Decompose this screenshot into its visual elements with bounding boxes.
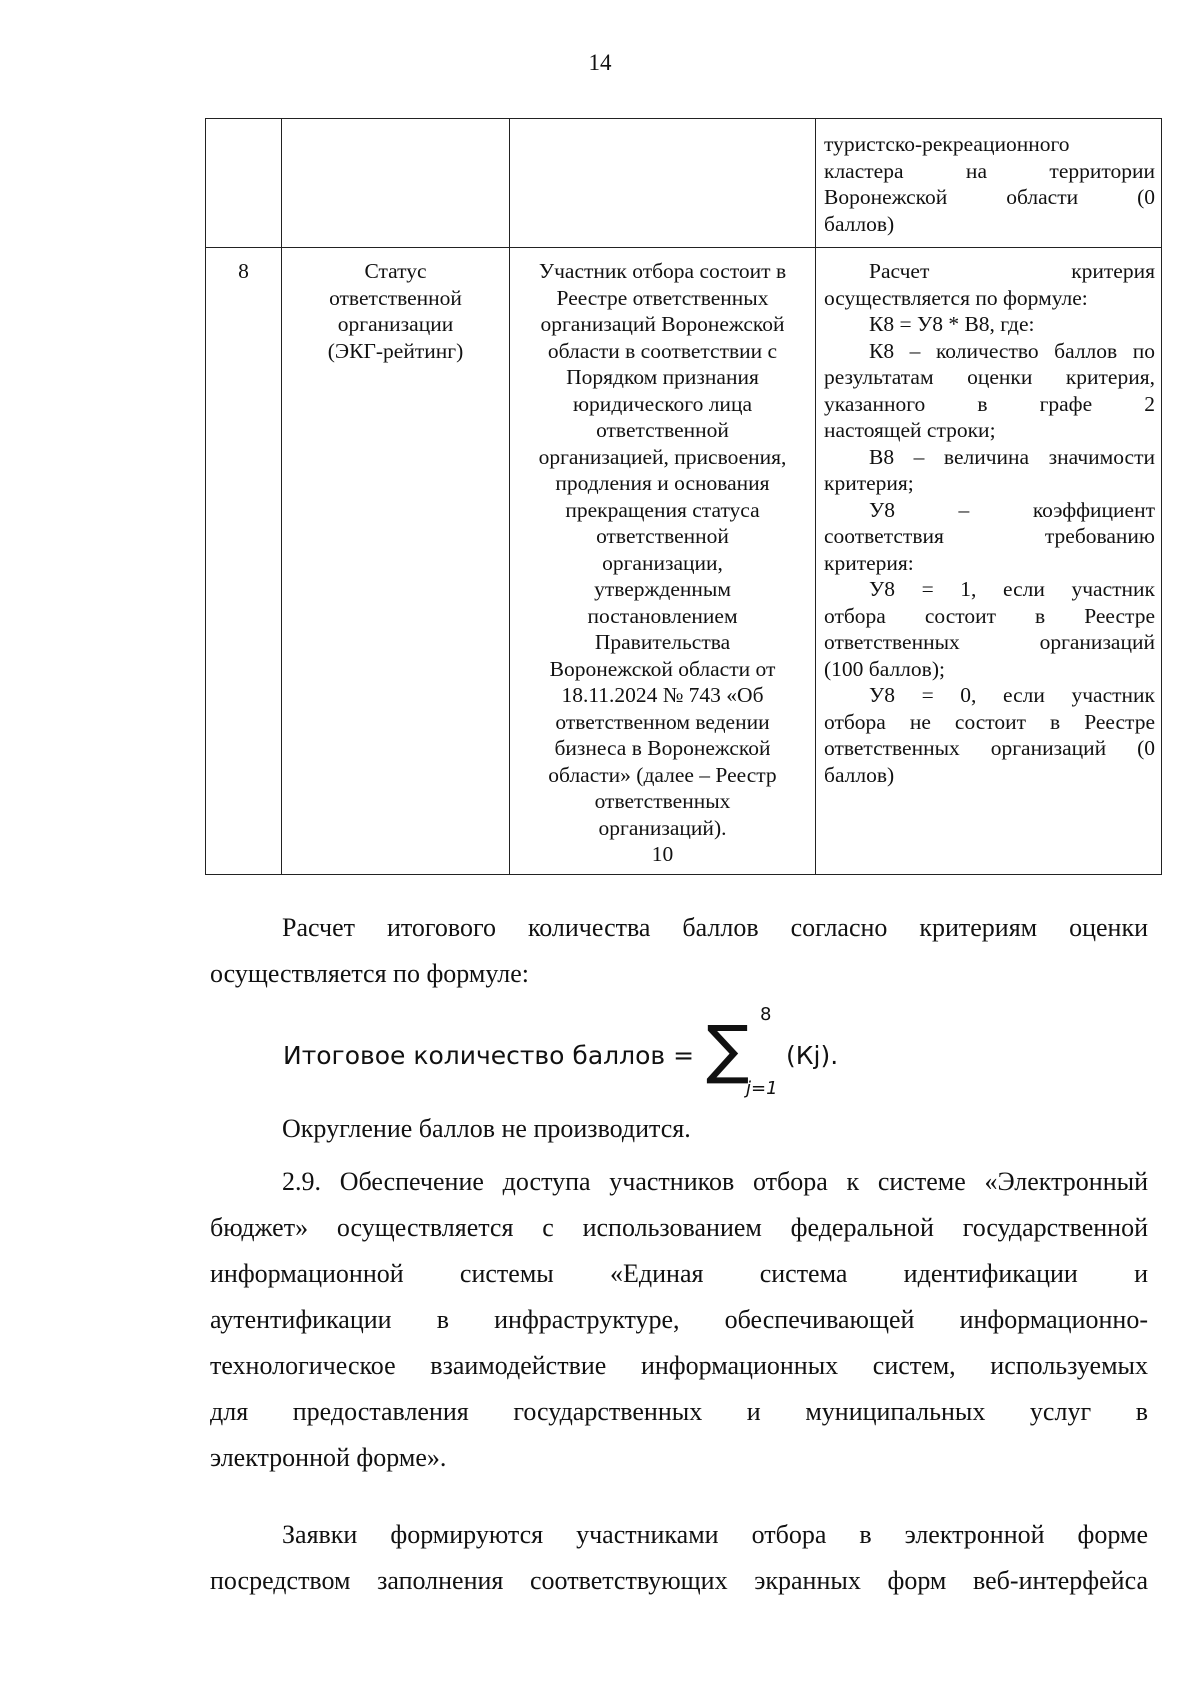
formula-label: Итоговое количество баллов = [283, 1040, 695, 1070]
page-number: 14 [588, 50, 612, 75]
text-line: посредством заполнения соответствующих экранных форм веб-интерфейса [210, 1566, 1148, 1595]
text-line: У8 – коэффициент [869, 497, 1155, 522]
paragraph-applications [210, 1512, 1148, 1604]
text-line: Заявки формируются участниками отбора в электронной форме [282, 1520, 1148, 1549]
text-line: Расчет критерия [869, 259, 1155, 283]
text-line: информационной системы «Единая система идентификации и [210, 1259, 1148, 1288]
criteria-table [205, 118, 1162, 875]
text-line: У8 = 0, если участник [869, 683, 1155, 707]
text-line: организации [337, 312, 454, 336]
text-line: 18.11.2024 № 743 «Об [561, 683, 764, 707]
text-line: юридического лица [573, 391, 752, 416]
text-line: Порядком признания [566, 365, 759, 389]
criterion-calculation [816, 248, 1162, 875]
cell-empty-condition [510, 119, 816, 248]
table-row [206, 248, 1162, 875]
text-line: электронной форме». [210, 1443, 447, 1472]
text-line: ответственной [596, 524, 729, 548]
text-line: организаций). [598, 815, 727, 840]
text-line: отбора не состоит в Реестре [824, 709, 1155, 734]
text-line: У8 = 1, если участник [869, 577, 1155, 601]
table-row-continuation [206, 119, 1162, 248]
text-line: кластера на территории [824, 158, 1155, 183]
sum-lower-limit: j=1 [746, 1078, 778, 1099]
text-line: для предоставления государственных и муниципальных услуг в [210, 1397, 1148, 1426]
text-line: К8 – количество баллов по [869, 338, 1155, 363]
text-line: баллов) [824, 211, 895, 236]
text-line: Правительства [594, 630, 731, 654]
text-line: Статус [364, 259, 427, 283]
text-line: ответственных организаций (0 [824, 736, 1155, 760]
text-line: ответственных [594, 789, 731, 813]
text-line: области в соответствии с [547, 338, 778, 363]
text-line: 2.9. Обеспечение доступа участников отбора к системе «Электронный [282, 1167, 1148, 1196]
text-line: постановлением [587, 603, 738, 628]
text-line: утвержденным [594, 577, 731, 601]
text-line: Воронежской области (0 [824, 185, 1155, 209]
text-line: организаций Воронежской [540, 312, 785, 336]
text-line: ответственной [329, 285, 462, 310]
sigma-icon: ∑ [706, 1013, 750, 1087]
text-line: критерия; [824, 471, 914, 495]
text-line: организацией, присвоения, [538, 444, 787, 469]
text-line: (100 баллов); [824, 656, 945, 681]
score-value: 10 [651, 842, 674, 866]
text-line: продления и основания [555, 471, 770, 495]
text-line: Участник отбора состоит в [538, 259, 787, 283]
text-line: аутентификации в инфраструктуре, обеспечивающей информационно- [210, 1305, 1148, 1334]
sum-upper-limit: 8 [760, 1004, 772, 1025]
text-line: технологическое взаимодействие информационных систем, используемых [210, 1351, 1148, 1380]
text-line: указанного в графе 2 [824, 391, 1155, 416]
paragraph-total-score [210, 905, 1148, 997]
text-line: Реестре ответственных [556, 285, 769, 310]
text-line: ответственном ведении [555, 709, 770, 734]
text-line: критерия: [824, 550, 914, 575]
paragraph-2-9 [210, 1159, 1148, 1481]
text-line: прекращения статуса [565, 497, 760, 522]
text-line: настоящей строки; [824, 418, 996, 442]
text-line: ответственной [596, 418, 729, 442]
text-line: бизнеса в Воронежской [554, 736, 771, 760]
sum-symbol [702, 1004, 784, 1100]
row-number: 8 [206, 248, 282, 875]
text-line: В8 – величина значимости [869, 444, 1155, 469]
text-line: соответствия требованию [824, 524, 1155, 548]
text-line: (ЭКГ-рейтинг) [327, 338, 464, 363]
text-line: осуществляется по формуле: [210, 959, 529, 988]
formula-line: К8 = У8 * В8, где: [869, 312, 1035, 336]
paragraph-rounding [282, 1106, 1148, 1152]
text-line: осуществляется по формуле: [824, 285, 1088, 310]
sum-argument: (Кj). [786, 1040, 839, 1070]
cell-empty-number [206, 119, 282, 248]
text-line: туристско-рекреационного [824, 132, 1070, 156]
criterion-name [282, 248, 510, 875]
cell-continuation-text [816, 119, 1162, 248]
text-line: отбора состоит в Реестре [824, 603, 1155, 628]
text-line: организации, [602, 550, 723, 575]
text-line: результатам оценки критерия, [824, 365, 1155, 389]
text-line: области» (далее – Реестр [548, 762, 777, 787]
text-line: бюджет» осуществляется с использованием федеральной государственной [210, 1213, 1148, 1242]
text-line: Расчет итогового количества баллов согласно критериям оценки [282, 913, 1148, 942]
criterion-condition [510, 248, 816, 875]
cell-empty-criterion [282, 119, 510, 248]
text-line: Воронежской области от [549, 656, 776, 681]
text-line: ответственных организаций [824, 630, 1155, 654]
total-score-formula [283, 1004, 839, 1100]
text-line: баллов) [824, 762, 895, 787]
text-line: Округление баллов не производится. [282, 1114, 691, 1143]
